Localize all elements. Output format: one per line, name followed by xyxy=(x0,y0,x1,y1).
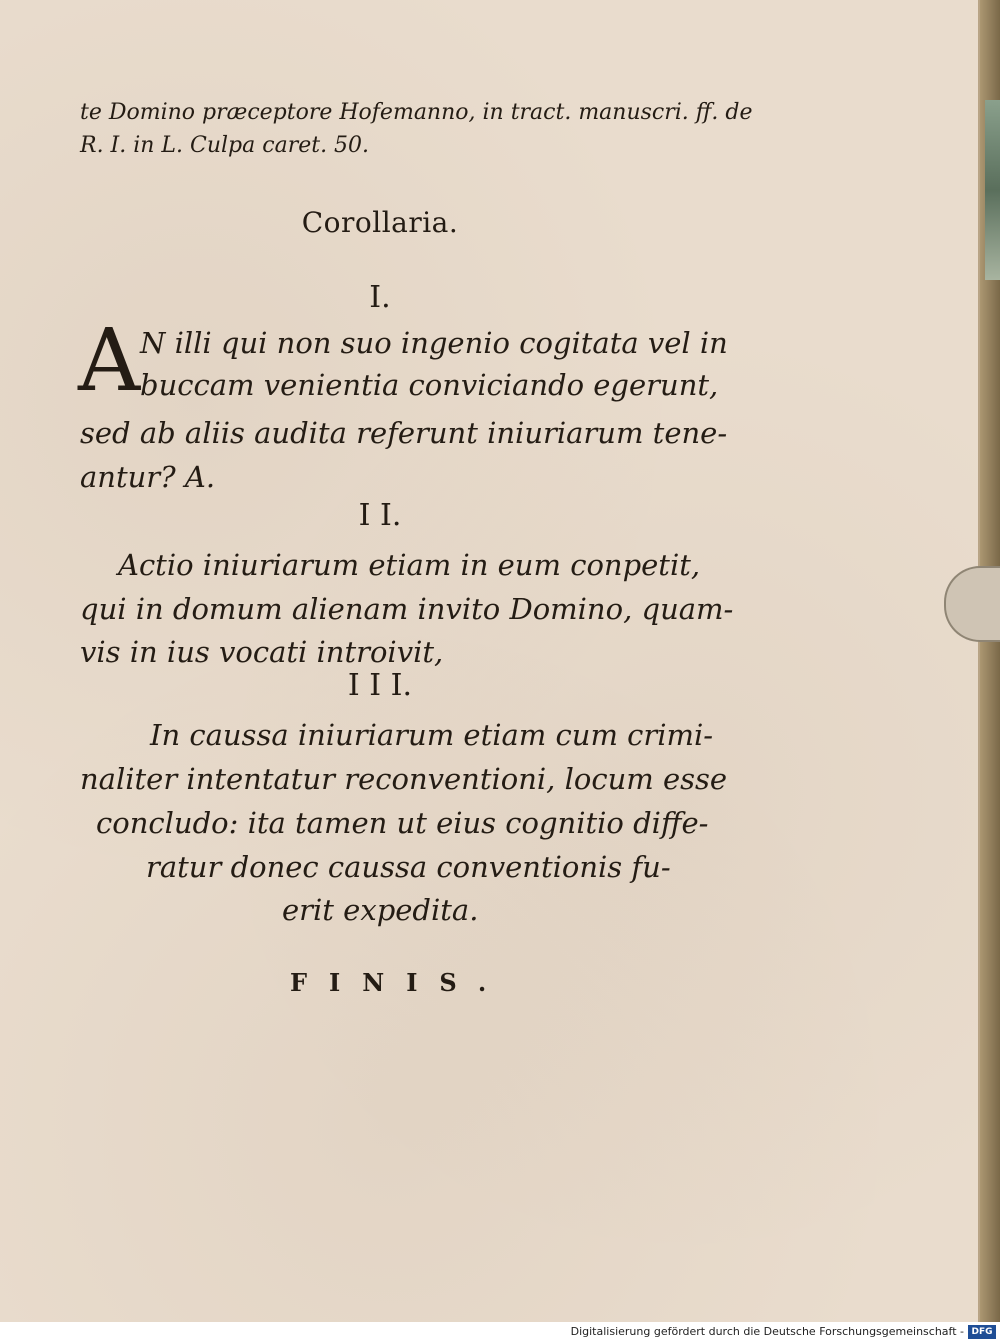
section-1-line-2: buccam venientia conviciando egerunt, xyxy=(140,368,719,402)
section-1-line-4: antur? A. xyxy=(80,460,216,494)
section-2-line-1: Actio iniuriarum etiam in eum conpetit, xyxy=(118,548,701,582)
bookmark-strip xyxy=(985,100,1000,280)
section-3-line-1: In caussa iniuriarum etiam cum crimi- xyxy=(150,718,714,752)
header-line-1: te Domino præceptore Hofemanno, in tract. manuscri. ff. de xyxy=(80,100,753,125)
section-2-line-2: qui in domum alienam invito Domino, quam- xyxy=(80,592,734,626)
dfg-logo-icon: DFG xyxy=(968,1325,996,1339)
section-3-line-3: concludo: ita tamen ut eius cognitio diffe- xyxy=(96,806,709,840)
section-numeral-2: I I. xyxy=(358,498,402,533)
section-numeral-3: I I I. xyxy=(347,668,413,703)
header-line-2: R. I. in L. Culpa caret. 50. xyxy=(80,133,370,158)
section-1-line-1: N illi qui non suo ingenio cogitata vel in xyxy=(140,326,728,360)
section-3-line-5: erit expedita. xyxy=(282,893,479,927)
drop-cap: A xyxy=(78,311,141,411)
funding-notice: Digitalisierung gefördert durch die Deutsche Forschungsgemeinschaft - xyxy=(570,1325,964,1338)
page-title: Corollaria. xyxy=(301,206,459,239)
section-2-line-3: vis in ius vocati introivit, xyxy=(80,635,444,669)
section-1-line-3: sed ab aliis audita referunt iniuriarum tene- xyxy=(80,416,728,450)
section-3-line-2: naliter intentatur reconventioni, locum esse xyxy=(80,762,728,796)
footer-bar xyxy=(0,1322,1000,1343)
finis-text: FINIS. xyxy=(290,968,509,997)
section-numeral-1: I. xyxy=(369,280,391,315)
section-3-line-4: ratur donec caussa conventionis fu- xyxy=(146,850,671,884)
